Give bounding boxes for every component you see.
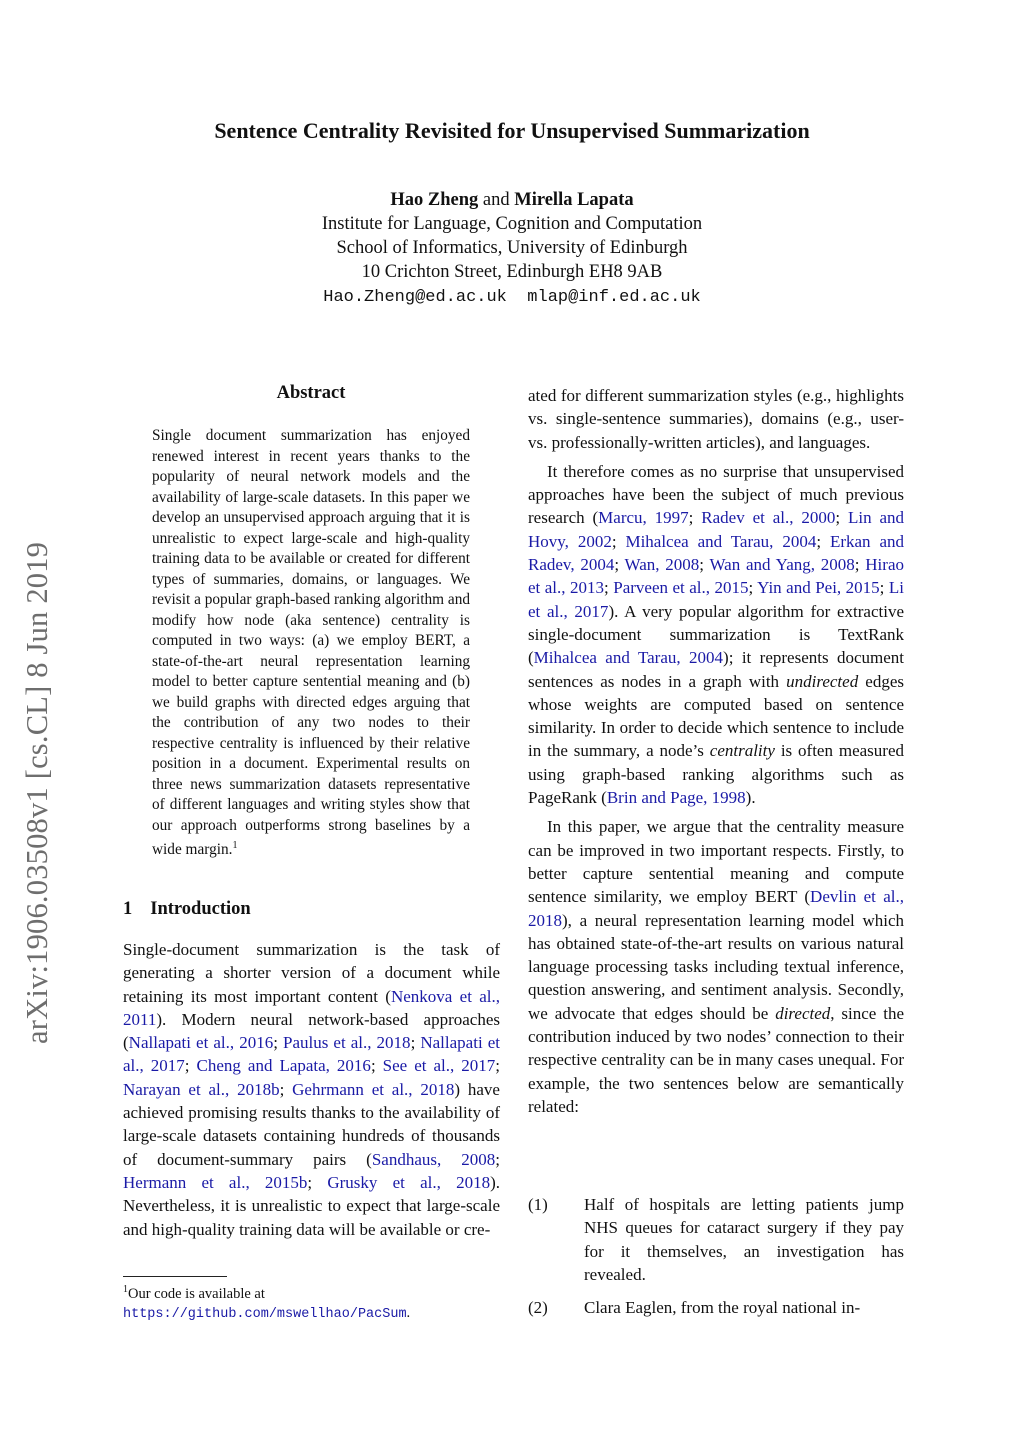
- citation-link[interactable]: Hermann et al., 2015b: [123, 1172, 308, 1192]
- citation-link[interactable]: Mihalcea and Tarau, 2004: [533, 648, 724, 668]
- citation-link[interactable]: Narayan et al., 2018b: [123, 1079, 280, 1099]
- body-text: edges whose weights are computed based on sentence similarity. In order to decide which sentence to include in the summary, a node’s: [528, 671, 904, 761]
- citation-link[interactable]: Marcu, 1997: [598, 508, 689, 528]
- address: 10 Crichton Street, Edinburgh EH8 9AB: [361, 262, 663, 282]
- body-paragraph: [528, 815, 904, 1118]
- body-text: ).: [745, 788, 756, 808]
- example-number: (2): [528, 1298, 548, 1318]
- example-number: (1): [528, 1195, 548, 1214]
- citation-link[interactable]: Wan and Yang, 2008: [709, 555, 855, 575]
- email[interactable]: mlap@inf.ed.ac.uk: [527, 288, 701, 307]
- intro-paragraph: Single-document summarization is the task of generating a shorter version of a document while retaining its most important content (Nenkova et al., 2011). Modern neural network-based approaches (Nallapati et al., 2016; Paulus et al., 2018; Nallapati et al., 2017; Cheng and Lapata, 2016; See et al., 2017; Narayan et al., 2018b; Gehrmann et al., 2018) have achieved promising results thanks to the availability of large-scale datasets containing hundreds of thousands of document-summary pairs (Sandhaus, 2008; Hermann et al., 2015b; Grusky et al., 2018). Nevertheless, it is unrealistic to expect that large-scale and high-quality training data will be available or cre-: [123, 940, 501, 1239]
- footnote-marker[interactable]: 1: [232, 840, 238, 851]
- example-list: [528, 1193, 904, 1329]
- author-line: [0, 188, 1024, 212]
- body-paragraph: It therefore comes as no surprise that unsupervised approaches have been the subject of much previous research (Marcu, 1997; Radev et al., 2000; Lin and Hovy, 2002; Mihalcea and Tarau, 2004; Erkan and Radev, 2004; Wan, 2008; Wan and Yang, 2008; Hirao et al., 2013; Parveen et al., 2015; Yin and Pei, 2015; Li et al., 2017). A very popular algorithm for extractive single-document summarization is TextRank (Mihalcea and Tarau, 2004); it represents document sentences as nodes in a graph with undirected edges whose weights are computed based on sentence similarity. In order to decide which sentence to include in the summary, a node’s centrality is often measured using graph-based ranking algorithms such as PageRank (Brin and Page, 1998).: [528, 461, 905, 808]
- citation-link[interactable]: Devlin et al., 2018: [528, 887, 904, 930]
- body-paragraph: ated for different summarization styles (e.g., highlights vs. single-sentence summaries), domains (e.g., user- vs. professionally-written articles), and languages.: [528, 386, 904, 452]
- citation-link[interactable]: Radev et al., 2000: [701, 508, 836, 528]
- body-text: , since the contribution induced by two nodes’ connection to their respective centrality can be in many cases unequal. For example, the two sentences below are semantically related:: [528, 1003, 905, 1116]
- citation-link[interactable]: See et al., 2017: [382, 1056, 496, 1076]
- citation-link[interactable]: Yin and Pei, 2015: [757, 578, 880, 598]
- body-text: ). Modern neural network-based approaches (: [123, 1009, 500, 1053]
- email-line: [0, 286, 1024, 310]
- citation-link[interactable]: Brin and Page, 1998: [606, 788, 746, 808]
- citation-link[interactable]: Hirao et al., 2013: [528, 555, 904, 598]
- citation-link[interactable]: Parveen et al., 2015: [613, 578, 749, 598]
- code-url-link[interactable]: https://github.com/mswellhao/PacSum: [123, 1306, 407, 1322]
- author-name: Hao Zheng: [390, 190, 479, 210]
- right-column: [528, 384, 904, 1118]
- abstract-paragraph: Single document summarization has enjoyed renewed interest in recent years thanks to the popularity of neural network models and the availability of large-scale datasets. In this paper we develop an unsupervised approach arguing that it is unrealistic to expect large-scale and high-quality training data to be available or created for different types of summaries, domains, or languages. We revisit a popular graph-based ranking algorithm and modify how node (aka sentence) centrality is computed in two ways: (a) we employ BERT, a state-of-the-art neural representation learning model to better capture sentential meaning and (b) we build graphs with directed edges arguing that the contribution of any two nodes to their respective centrality is influenced by their relative position in a document. Experimental results on three news summarization datasets representative of different languages and writing styles show that our approach outperforms strong baselines by a wide margin.: [152, 427, 470, 859]
- citation-link[interactable]: Sandhaus, 2008: [371, 1149, 496, 1169]
- citation-link[interactable]: Nallapati et al., 2017: [123, 1033, 500, 1076]
- author-block: [0, 188, 1024, 310]
- abstract-text: [152, 426, 470, 861]
- body-text: ). A very popular algorithm for extractive single-document summarization is TextRank (: [528, 601, 904, 668]
- section-title: Introduction: [150, 899, 251, 919]
- body-text: ), a neural representation learning model which has obtained state-of-the-art results on various natural language processing tasks including textual inference, question answering, and sentiment analysis. Secondly, we advocate that edges should be: [528, 910, 904, 1023]
- body-text: In this paper, we argue that the centrality measure can be improved in two important respects. Firstly, to better capture sentential meaning and compute sentence similarity, we employ BERT (: [528, 817, 904, 907]
- emphasis: directed: [775, 1003, 831, 1023]
- emphasis: centrality: [709, 741, 775, 761]
- author-name: Mirella Lapata: [514, 190, 634, 210]
- body-text: Single-document summarization is the task of generating a shorter version of a document while retaining its most important content (: [123, 940, 500, 1006]
- footnote-divider: [123, 1276, 227, 1277]
- body-text: is often measured using graph-based ranking algorithms such as PageRank (: [528, 741, 905, 808]
- footnote-text: Our code is available at: [128, 1285, 265, 1302]
- body-text: It therefore comes as no surprise that unsupervised approaches have been the subject of much previous research (: [528, 461, 904, 528]
- footnote-number: 1: [123, 1284, 128, 1295]
- citation-link[interactable]: Wan, 2008: [624, 555, 700, 575]
- citation-link[interactable]: Erkan and Radev, 2004: [528, 531, 904, 575]
- example-item: [528, 1296, 904, 1319]
- citation-link[interactable]: Mihalcea and Tarau, 2004: [625, 531, 817, 551]
- citation-link[interactable]: Gehrmann et al., 2018: [292, 1079, 455, 1099]
- citation-link[interactable]: Li et al., 2017: [528, 578, 904, 621]
- citation-link[interactable]: Paulus et al., 2018: [283, 1033, 411, 1053]
- emphasis: undirected: [786, 671, 859, 691]
- footnote: [123, 1280, 500, 1324]
- example-text: Clara Eaglen, from the royal national in-: [584, 1298, 861, 1318]
- section-number: 1: [123, 899, 133, 919]
- body-text: ); it represents document sentences as nodes in a graph with: [528, 648, 905, 691]
- section-heading-introduction: [123, 899, 251, 920]
- arxiv-stamp: arXiv:1906.03508v1 [cs.CL] 8 Jun 2019: [20, 541, 54, 1044]
- footnote-end: .: [406, 1304, 411, 1321]
- body-text: ) have achieved promising results thanks to the availability of large-scale datasets containing hundreds of thousands of document-summary pairs (: [123, 1079, 500, 1169]
- author-conjunction: and: [478, 190, 515, 210]
- citation-link[interactable]: Cheng and Lapata, 2016: [196, 1056, 371, 1076]
- abstract-heading: Abstract: [276, 383, 346, 403]
- citation-link[interactable]: Lin and Hovy, 2002: [528, 508, 904, 551]
- citation-link[interactable]: Grusky et al., 2018: [327, 1172, 491, 1192]
- paper-title: Sentence Centrality Revisited for Unsupervised Summarization: [214, 118, 810, 143]
- citation-link[interactable]: Nallapati et al., 2016: [128, 1033, 274, 1053]
- body-text: ). Nevertheless, it is unrealistic to expect that large-scale and high-quality training data will be available or cre-: [123, 1172, 500, 1239]
- affiliation: School of Informatics, University of Edinburgh: [336, 238, 688, 258]
- example-text: Half of hospitals are letting patients jump NHS queues for cataract surgery if they pay for it themselves, an investigation has revealed.: [584, 1195, 904, 1284]
- example-item: [528, 1193, 904, 1286]
- affiliation: Institute for Language, Cognition and Computation: [321, 214, 703, 234]
- email[interactable]: Hao.Zheng@ed.ac.uk: [323, 288, 507, 307]
- citation-link[interactable]: Nenkova et al., 2011: [123, 986, 501, 1029]
